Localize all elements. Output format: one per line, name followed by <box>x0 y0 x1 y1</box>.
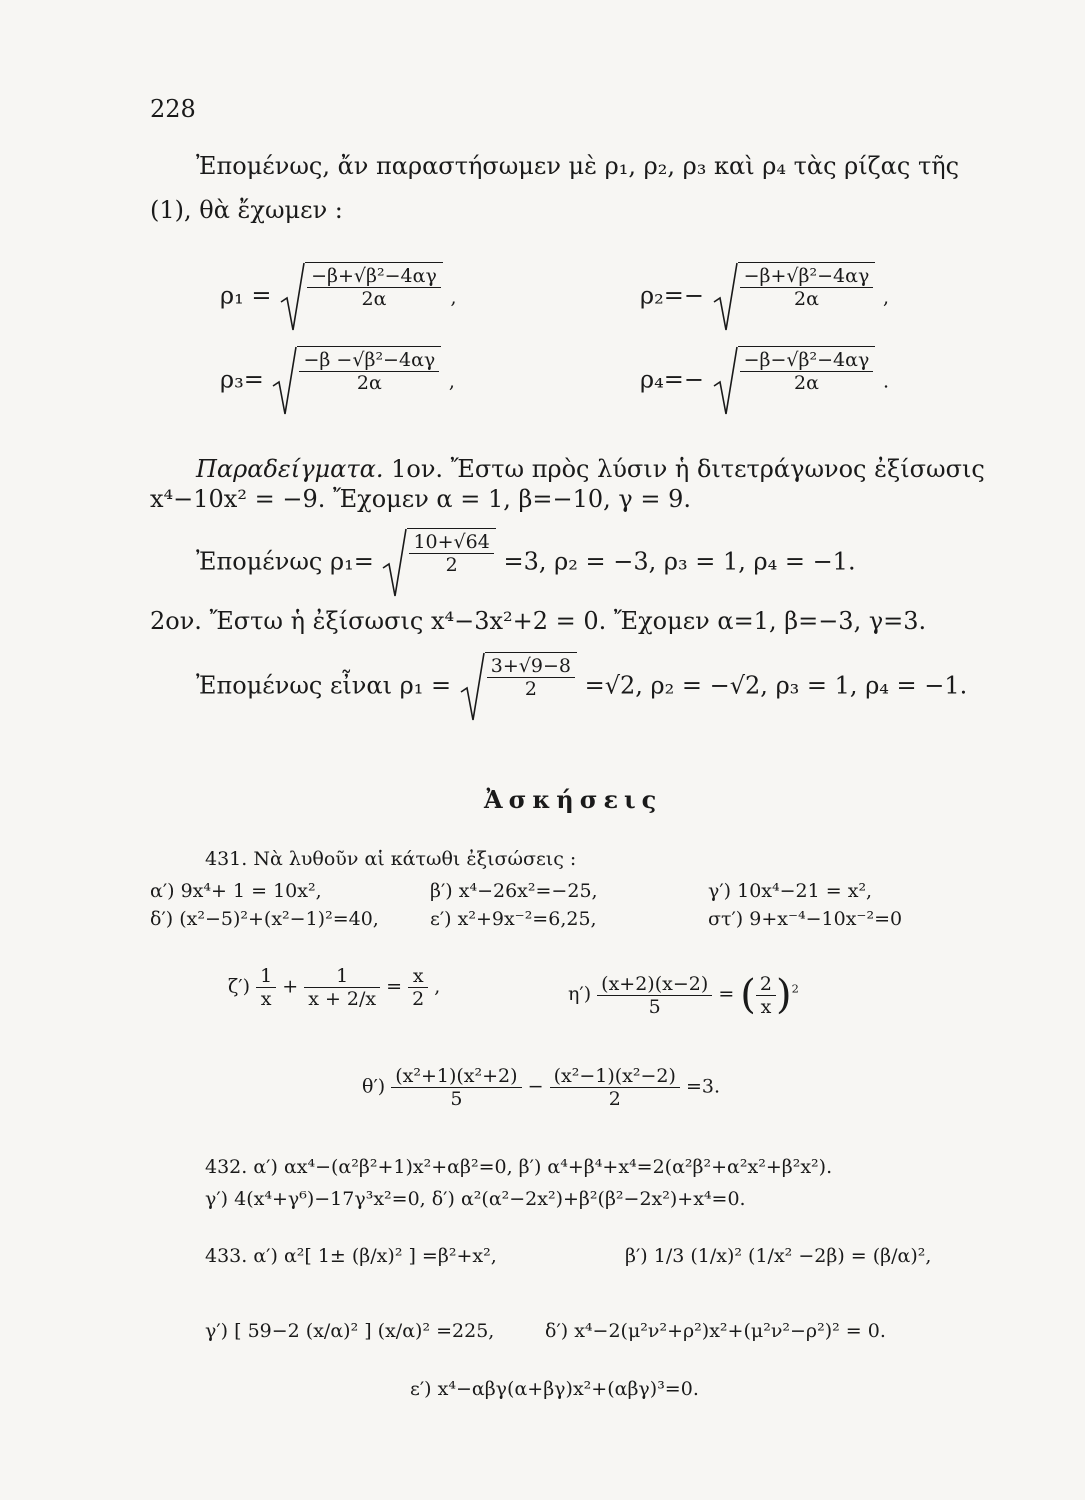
example-1-equation: x⁴−10x² = −9. Ἔχομεν α = 1, β=−10, γ = 9. <box>150 485 692 513</box>
root-1 <box>220 262 457 332</box>
example-2-num: 3+√9−8 <box>487 655 575 678</box>
th-num-2: (x²−1)(x²−2) <box>550 1065 680 1088</box>
intro-line-2: (1), θὰ ἔχωμεν : <box>150 196 343 224</box>
root-4-lhs: ρ₄=− <box>640 365 704 394</box>
root-4-den: 2α <box>794 372 819 394</box>
radical-sign-icon <box>279 262 305 332</box>
example-2-equation: 2ον. Ἔστω ἡ ἐξίσωσις x⁴−3x²+2 = 0. Ἔχομεν α=1, β=−3, γ=3. <box>150 607 927 635</box>
z-frac-3-den: 2 <box>412 988 425 1010</box>
th-minus: − <box>527 1075 544 1098</box>
z-frac-1-den: x <box>260 988 272 1010</box>
exercise-433-e: ε′) x⁴−αβγ(α+βγ)x²+(αβγ)³=0. <box>410 1378 699 1400</box>
exercises-heading: Ἀσκήσεις <box>484 785 663 814</box>
example-2-result <box>196 652 967 722</box>
radical-sign-icon <box>381 528 407 598</box>
radical-sign-icon <box>271 346 297 416</box>
examples-line-1 <box>196 455 985 483</box>
radical-sign-icon <box>712 262 738 332</box>
root-3-num: −β −√β²−4αγ <box>299 349 439 372</box>
z-frac-2-den: x + 2/x <box>308 988 377 1010</box>
root-4-radical <box>712 346 876 416</box>
exercise-431-th-label: θ′) <box>362 1075 386 1098</box>
example-1-intro: 1ον. Ἔστω πρὸς λύσιν ἡ διτετράγωνος ἐξίσωσις <box>391 455 985 483</box>
example-1-result <box>196 528 856 598</box>
exercise-431-intro: 431. Νὰ λυθοῦν αἱ κάτωθι ἐξισώσεις : <box>205 848 577 870</box>
exercise-431-z <box>228 965 440 1010</box>
exercise-431-h <box>568 972 799 1018</box>
z-equals: = <box>386 975 403 998</box>
h-num: (x+2)(x−2) <box>597 973 712 996</box>
radical-sign-icon <box>712 346 738 416</box>
example-1-result-pre: Ἐπομένως ρ₁= <box>196 547 374 576</box>
root-2-tail: , <box>882 286 890 309</box>
example-2-result-pre: Ἐπομένως εἶναι ρ₁ = <box>196 671 452 700</box>
left-paren-icon: ( <box>740 972 756 1018</box>
h-rhs-num: 2 <box>756 973 776 996</box>
z-frac-3-num: x <box>408 965 428 988</box>
root-1-radical <box>279 262 443 332</box>
example-2-result-post: =√2, ρ₂ = −√2, ρ₃ = 1, ρ₄ = −1. <box>584 671 968 700</box>
root-2-num: −β+√β²−4αγ <box>740 265 874 288</box>
root-4-tail: . <box>882 370 890 393</box>
exercise-432-line-2: γ′) 4(x⁴+γ⁶)−17γ³x²=0, δ′) α²(α²−2x²)+β²(β²−2x²)+x⁴=0. <box>205 1188 746 1210</box>
example-1-den: 2 <box>445 554 458 576</box>
examples-heading: Παραδείγματα. <box>196 455 384 483</box>
root-3 <box>220 346 455 416</box>
th-tail: =3. <box>685 1075 721 1098</box>
th-den-1: 5 <box>450 1088 463 1110</box>
root-1-tail: , <box>450 286 457 309</box>
root-4 <box>640 346 889 416</box>
example-2-radical <box>459 652 577 722</box>
exercise-431-g: γ′) 10x⁴−21 = x², <box>708 880 873 902</box>
right-paren-icon: ) <box>776 972 792 1018</box>
exercise-433-g: γ′) [ 59−2 (x/α)² ] (x/α)² =225, <box>205 1320 495 1342</box>
z-frac-2-num: 1 <box>304 965 380 988</box>
root-2-radical <box>712 262 876 332</box>
exercise-431-st: στ′) 9+x⁻⁴−10x⁻²=0 <box>708 908 903 930</box>
exercise-431-th <box>362 1065 720 1110</box>
exercise-431-z-label: ζ′) <box>228 975 251 998</box>
exercise-433-d: δ′) x⁴−2(μ²ν²+ρ²)x²+(μ²ν²−ρ²)² = 0. <box>545 1320 886 1342</box>
h-rhs-den: x <box>760 995 772 1018</box>
exercise-432-line-1: 432. α′) αx⁴−(α²β²+1)x²+αβ²=0, β′) α⁴+β⁴+x⁴=2(α²β²+α²x²+β²x²). <box>205 1156 833 1178</box>
root-2-den: 2α <box>794 288 819 310</box>
exercise-431-a: α′) 9x⁴+ 1 = 10x², <box>150 880 322 902</box>
root-1-den: 2α <box>361 288 387 310</box>
h-equals: = <box>718 983 735 1005</box>
root-2-lhs: ρ₂=− <box>640 281 704 310</box>
root-3-lhs: ρ₃= <box>220 365 264 394</box>
example-1-radical <box>381 528 495 598</box>
h-exponent: 2 <box>791 981 799 996</box>
root-3-tail: , <box>448 370 455 393</box>
exercise-433-a: 433. α′) α²[ 1± (β/x)² ] =β²+x², <box>205 1245 497 1267</box>
th-num-1: (x²+1)(x²+2) <box>391 1065 521 1088</box>
root-1-num: −β+√β²−4αγ <box>307 265 441 288</box>
h-den: 5 <box>648 995 661 1018</box>
example-1-num: 10+√64 <box>409 531 493 554</box>
root-3-radical <box>271 346 441 416</box>
root-1-lhs: ρ₁ = <box>220 281 272 310</box>
exercise-433-b: β′) 1/3 (1/x)² (1/x² −2β) = (β/α)², <box>625 1245 932 1267</box>
root-2 <box>640 262 889 332</box>
exercise-431-d: δ′) (x²−5)²+(x²−1)²=40, <box>150 908 379 930</box>
root-4-num: −β−√β²−4αγ <box>740 349 874 372</box>
root-3-den: 2α <box>356 372 382 394</box>
intro-line-1: Ἐπομένως, ἄν παραστήσωμεν μὲ ρ₁, ρ₂, ρ₃ καὶ ρ₄ τὰς ρίζας τῆς <box>196 152 960 180</box>
th-den-2: 2 <box>608 1088 621 1110</box>
z-tail: , <box>434 975 441 998</box>
example-1-result-post: =3, ρ₂ = −3, ρ₃ = 1, ρ₄ = −1. <box>503 547 856 576</box>
exercise-431-h-label: η′) <box>568 983 592 1005</box>
radical-sign-icon <box>459 652 485 722</box>
z-plus: + <box>282 975 299 998</box>
z-frac-1-num: 1 <box>256 965 276 988</box>
exercise-431-e: ε′) x²+9x⁻²=6,25, <box>430 908 597 930</box>
exercise-431-b: β′) x⁴−26x²=−25, <box>430 880 598 902</box>
page-number: 228 <box>150 95 196 123</box>
example-2-den: 2 <box>524 678 537 700</box>
